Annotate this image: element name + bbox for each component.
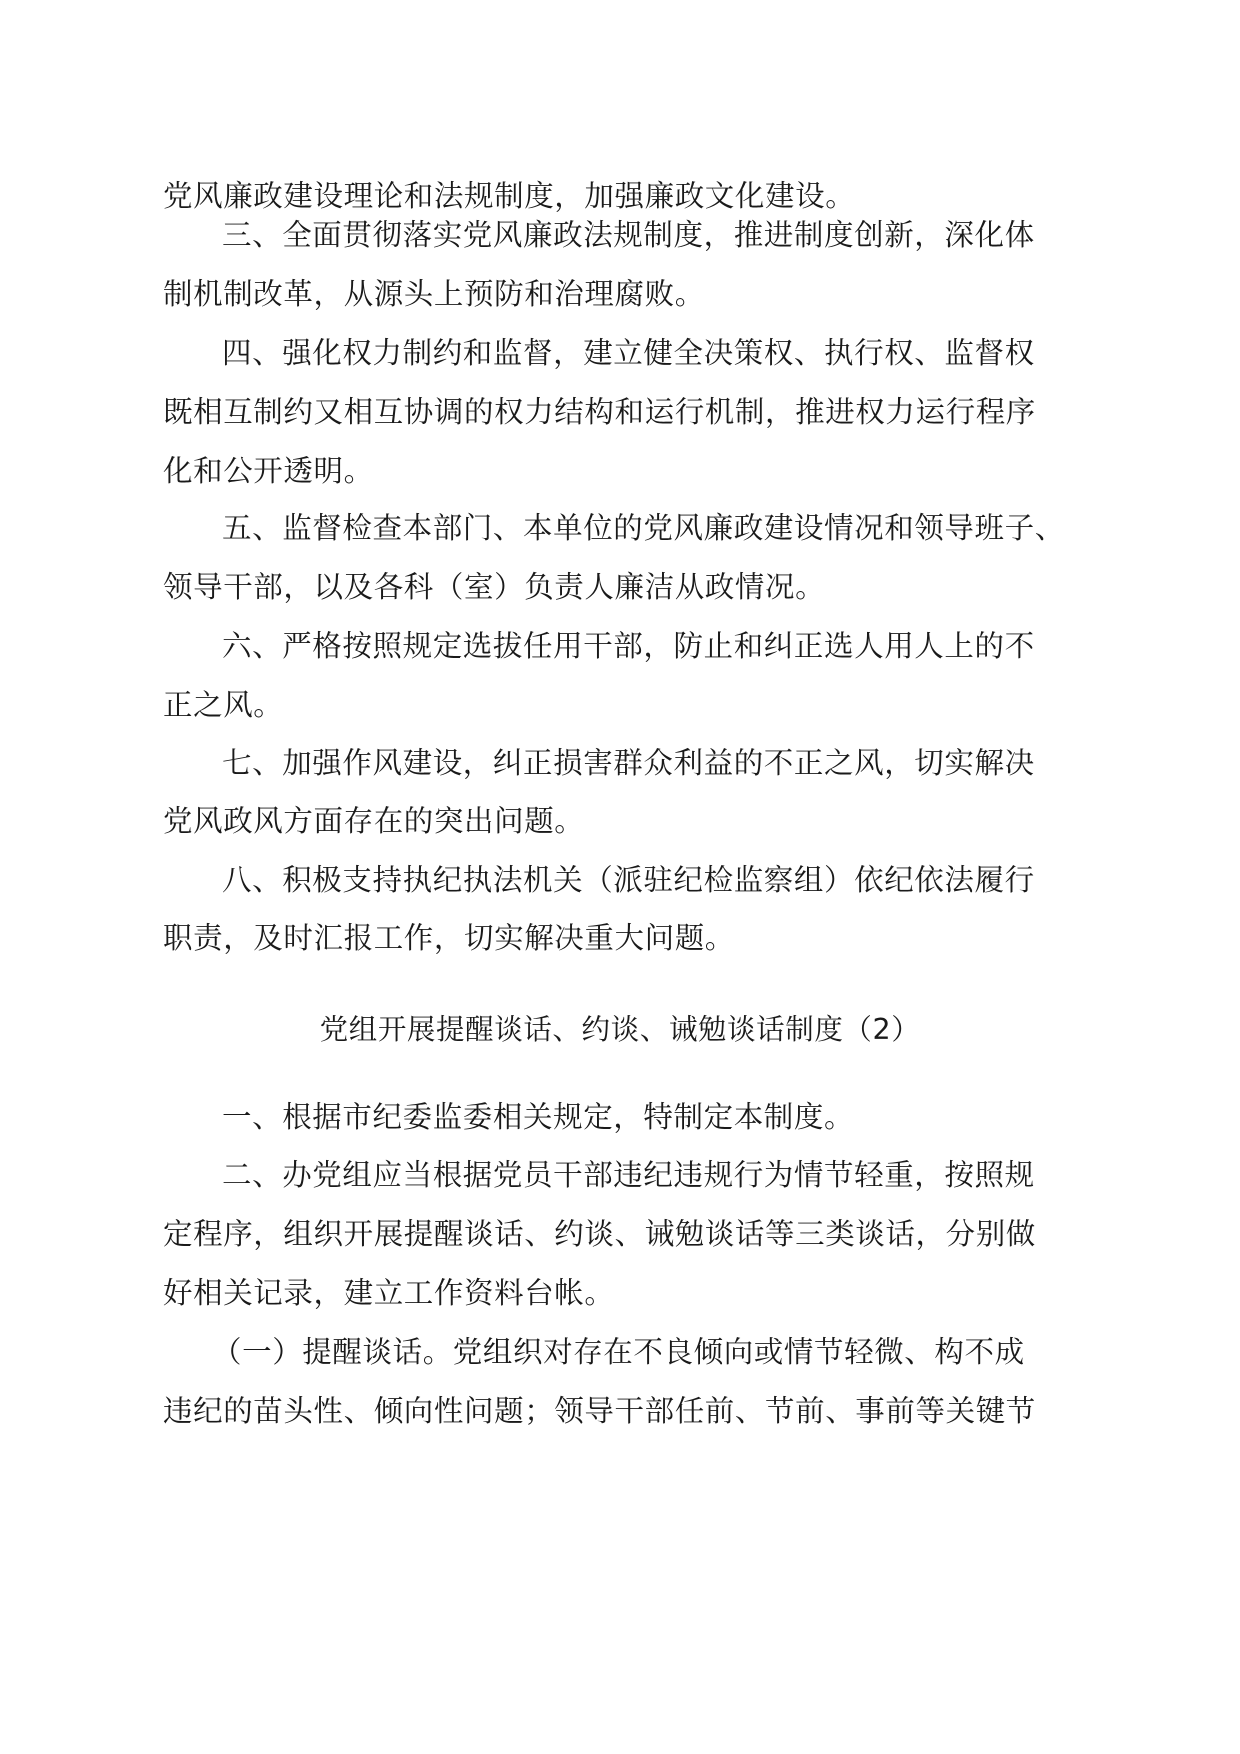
paragraph-line: 定程序，组织开展提醒谈话、约谈、诫勉谈话等三类谈话，分别做 [163, 1217, 1036, 1251]
paragraph-line: 领导干部，以及各科（室）负责人廉洁从政情况。 [163, 570, 826, 604]
paragraph-line: 职责，及时汇报工作，切实解决重大问题。 [163, 921, 735, 955]
paragraph-line: 二、办党组应当根据党员干部违纪违规行为情节轻重，按照规 [222, 1158, 1035, 1192]
section-title: 党组开展提醒谈话、约谈、诫勉谈话制度（2） [319, 1013, 921, 1046]
paragraph-line: （一）提醒谈话。党组织对存在不良倾向或情节轻微、构不成 [212, 1335, 1025, 1369]
paragraph-line: 违纪的苗头性、倾向性问题；领导干部任前、节前、事前等关键节 [163, 1394, 1036, 1428]
paragraph-line: 化和公开透明。 [163, 454, 374, 488]
paragraph-line: 七、加强作风建设，纠正损害群众利益的不正之风，切实解决 [222, 746, 1035, 780]
paragraph-line: 正之风。 [163, 688, 284, 722]
paragraph-line: 党风政风方面存在的突出问题。 [163, 804, 585, 838]
paragraph-line: 五、监督检查本部门、本单位的党风廉政建设情况和领导班子、 [222, 511, 1065, 545]
paragraph-line: 好相关记录，建立工作资料台帐。 [163, 1276, 615, 1310]
paragraph-line: 党风廉政建设理论和法规制度，加强廉政文化建设。 [163, 179, 856, 213]
paragraph-line: 八、积极支持执纪执法机关（派驻纪检监察组）依纪依法履行 [222, 863, 1035, 897]
paragraph-line: 三、全面贯彻落实党风廉政法规制度，推进制度创新，深化体 [222, 218, 1035, 252]
paragraph-line: 既相互制约又相互协调的权力结构和运行机制，推进权力运行程序 [163, 395, 1036, 429]
paragraph-line: 四、强化权力制约和监督，建立健全决策权、执行权、监督权 [222, 336, 1035, 370]
paragraph-line: 制机制改革，从源头上预防和治理腐败。 [163, 277, 705, 311]
paragraph-line: 六、严格按照规定选拔任用干部，防止和纠正选人用人上的不 [222, 629, 1035, 663]
paragraph-line: 一、根据市纪委监委相关规定，特制定本制度。 [222, 1100, 855, 1134]
